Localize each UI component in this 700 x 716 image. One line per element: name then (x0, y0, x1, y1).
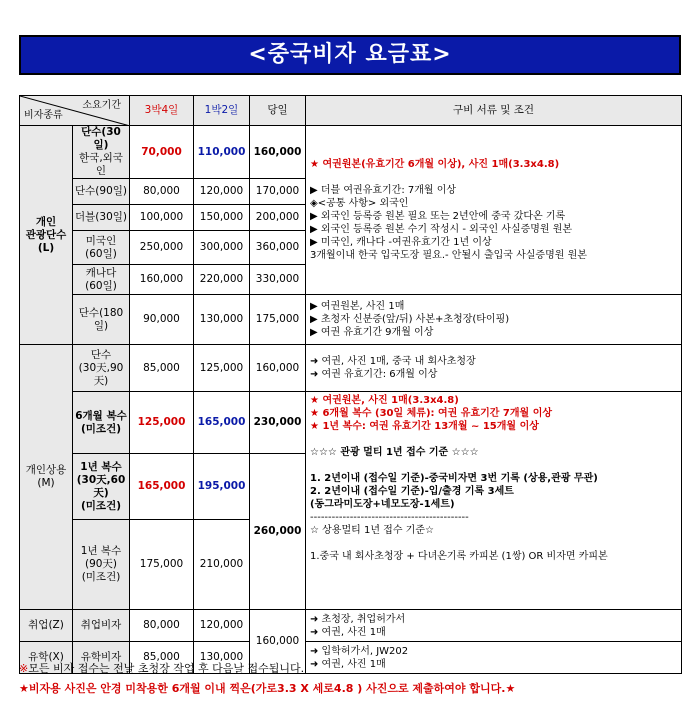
price-3n4d: 90,000 (130, 295, 194, 345)
price-1n2d: 120,000 (194, 610, 250, 642)
price-3n4d: 125,000 (130, 392, 194, 454)
conditions-study: ➜ 입학허가서, JW202 ➜ 여권, 사진 1매 (306, 642, 682, 674)
price-sameday: 160,000 (250, 126, 306, 179)
price-3n4d: 85,000 (130, 642, 194, 674)
page-title: <중국비자 요금표> (19, 35, 681, 75)
row-name-ca60: 캐나다 (60일) (73, 265, 130, 295)
price-sameday: 200,000 (250, 205, 306, 231)
price-sameday: 360,000 (250, 231, 306, 265)
header-row (20, 96, 682, 126)
diagonal-header-cell (20, 96, 130, 126)
table-row (20, 392, 682, 454)
price-sameday: 160,000 (250, 345, 306, 392)
footer-note-2: ★비자용 사진은 안경 미착용한 6개월 이내 찍은(가로3.3 X 세로4.8 ) 사진으로 제출하여야 합니다.★ (19, 682, 516, 695)
price-sameday: 160,000 (250, 610, 306, 674)
price-1n2d: 130,000 (194, 295, 250, 345)
row-name-t30: 단수(30일) 한국,외국인 (73, 126, 130, 179)
visa-type-header: 비자종류 (24, 110, 63, 121)
price-1n2d: 300,000 (194, 231, 250, 265)
price-1n2d: 120,000 (194, 179, 250, 205)
price-sameday: 175,000 (250, 295, 306, 345)
conditions-work: ➜ 초청장, 취업허가서 ➜ 여권, 사진 1매 (306, 610, 682, 642)
price-1n2d: 220,000 (194, 265, 250, 295)
price-3n4d: 165,000 (130, 454, 194, 520)
price-1n2d: 150,000 (194, 205, 250, 231)
period-header: 소요기간 (82, 100, 121, 111)
price-1n2d: 130,000 (194, 642, 250, 674)
conditions-tourist: ★ 여권원본(유효기간 6개월 이상), 사진 1매(3.3x4.8) ▶ 더블 여권유효기간: 7개월 이상 ◈<공통 사항> 외국인 ▶ 외국인 등록증 원본 필요 또는 2년안에 중국 갔다온 기록 ▶ 외국인 등록증 원본 수기 작성시 - 외국인 사실증명원 원본 ▶ 미국인, 캐나다 -여권유효기간 1년 이상 3개월이내 한국 입국도장 필요.- 안될시 출입국 사실증명원 원본 (306, 126, 682, 295)
row-name-bs: 단수 (30天,90天) (73, 345, 130, 392)
price-3n4d: 80,000 (130, 610, 194, 642)
price-sameday: 260,000 (250, 454, 306, 610)
table-row (20, 610, 682, 642)
row-name-b1y: 1년 복수 (30天,60天) (미조건) (73, 454, 130, 520)
price-1n2d: 195,000 (194, 454, 250, 520)
conditions-multi: ★ 여권원본, 사진 1매(3.3x4.8) ★ 6개월 복수 (30일 체류): 여권 유효기간 7개월 이상 ★ 1년 복수: 여권 유효기간 13개월 ~ 15개월 이상 ☆☆☆ 관광 멀티 1년 접수 기준 ☆☆☆ 1. 2년이내 (접수일 기준)-중국비자면 3번 기록 (상용,관광 무관) 2. 2년이내 (접수일 기준)-입/출경 기록 3세트 (동그라미도장+네모도장-1세트) -------------------------------------------- ☆ 상용멀티 1년 접수 기준☆ 1.중국 내 회사초청장 + 다녀온기록 카피본 (1쌍) OR 비자면 카피본 (306, 392, 682, 610)
row-name-b1y90: 1년 복수 (90天) (미조건) (73, 520, 130, 610)
group-business: 개인상용 (M) (20, 345, 73, 610)
price-3n4d: 100,000 (130, 205, 194, 231)
price-3n4d: 85,000 (130, 345, 194, 392)
table-row (20, 295, 682, 345)
row-name-study: 유학비자 (73, 642, 130, 674)
price-3n4d: 160,000 (130, 265, 194, 295)
conditions-bs: ➜ 여권, 사진 1매, 중국 내 회사초청장 ➜ 여권 유효기간: 6개월 이상 (306, 345, 682, 392)
col-docs-header: 구비 서류 및 조건 (306, 96, 682, 126)
price-1n2d: 210,000 (194, 520, 250, 610)
price-3n4d: 70,000 (130, 126, 194, 179)
visa-fee-table (19, 95, 682, 674)
price-3n4d: 80,000 (130, 179, 194, 205)
row-name-d30: 더블(30일) (73, 205, 130, 231)
note-mark: ※ (19, 662, 29, 675)
table-row (20, 126, 682, 179)
col-3n4d-header: 3박4일 (130, 96, 194, 126)
group-tourist: 개인 관광단수 (L) (20, 126, 73, 345)
row-name-t180: 단수(180일) (73, 295, 130, 345)
price-1n2d: 165,000 (194, 392, 250, 454)
price-sameday: 170,000 (250, 179, 306, 205)
price-3n4d: 175,000 (130, 520, 194, 610)
price-sameday: 330,000 (250, 265, 306, 295)
price-1n2d: 110,000 (194, 126, 250, 179)
group-study: 유학(X) (20, 642, 73, 674)
col-sameday-header: 당일 (250, 96, 306, 126)
row-name-work: 취업비자 (73, 610, 130, 642)
row-name-us60: 미국인 (60일) (73, 231, 130, 265)
footer-note-1: ※모든 비자 접수는 전날 초청장 작업 후 다음날 접수됩니다. (19, 662, 305, 675)
price-1n2d: 125,000 (194, 345, 250, 392)
col-1n2d-header: 1박2일 (194, 96, 250, 126)
table-row (20, 345, 682, 392)
conditions-t180: ▶ 여권원본, 사진 1매 ▶ 초청자 신분증(앞/뒤) 사본+초청장(타이핑) ▶ 여권 유효기간 9개월 이상 (306, 295, 682, 345)
row-name-t90: 단수(90일) (73, 179, 130, 205)
price-sameday: 230,000 (250, 392, 306, 454)
price-3n4d: 250,000 (130, 231, 194, 265)
group-employment: 취업(Z) (20, 610, 73, 642)
row-name-b6m: 6개월 복수 (미조건) (73, 392, 130, 454)
